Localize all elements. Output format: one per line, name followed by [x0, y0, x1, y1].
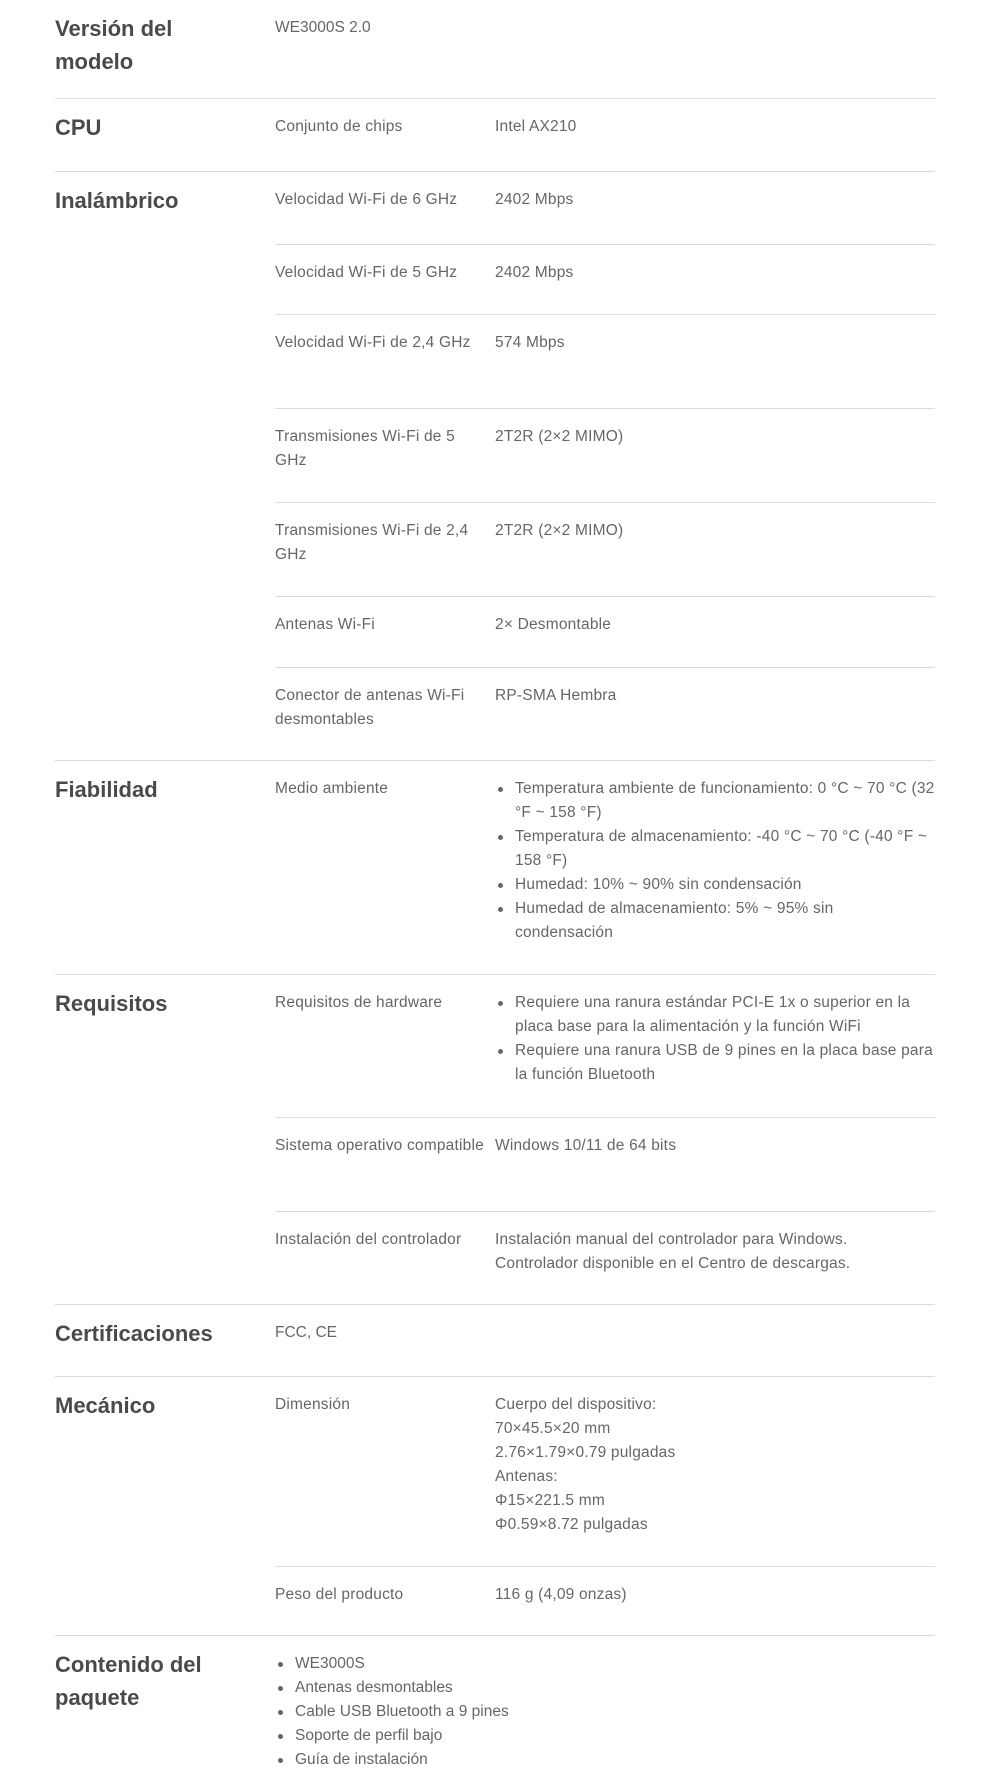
spec-label: Sistema operativo compatible	[275, 1137, 484, 1154]
spec-value: 2T2R (2×2 MIMO)	[495, 522, 624, 539]
spec-label: Peso del producto	[275, 1586, 404, 1603]
section-title: Mecánico	[55, 1393, 156, 1418]
spec-value	[495, 1228, 935, 1276]
spec-value	[495, 1393, 935, 1537]
spec-label: Velocidad Wi-Fi de 6 GHz	[275, 191, 458, 208]
section-model-version	[55, 0, 935, 98]
section-reliability	[55, 760, 935, 975]
list-item: Requiere una ranura estándar PCI-E 1x o superior en la placa base para la alimentación y la función WiFi	[495, 991, 935, 1039]
spec-value: 574 Mbps	[495, 334, 565, 351]
spec-row	[275, 0, 935, 98]
spec-value: 116 g (4,09 onzas)	[495, 1586, 627, 1603]
dimension-line: Antenas:	[495, 1468, 558, 1485]
spec-row	[275, 1566, 935, 1637]
spec-label: Transmisiones Wi-Fi de 5 GHz	[275, 428, 455, 469]
spec-label: Antenas Wi-Fi	[275, 616, 375, 633]
spec-value	[495, 777, 935, 945]
section-title: Certificaciones	[55, 1321, 213, 1346]
spec-label: Transmisiones Wi-Fi de 2,4 GHz	[275, 522, 469, 563]
section-title: Inalámbrico	[55, 188, 179, 213]
spec-label: Conector de antenas Wi-Fi desmontables	[275, 687, 465, 728]
dimension-line: 2.76×1.79×0.79 pulgadas	[495, 1444, 676, 1461]
spec-value: 2402 Mbps	[495, 264, 574, 281]
driver-line: Instalación manual del controlador para Windows.	[495, 1231, 848, 1248]
spec-label: Velocidad Wi-Fi de 5 GHz	[275, 264, 458, 281]
spec-value: 2402 Mbps	[495, 191, 574, 208]
list-item: Humedad: 10% ~ 90% sin condensación	[495, 873, 935, 897]
spec-label: Requisitos de hardware	[275, 994, 443, 1011]
driver-line: Controlador disponible en el Centro de descargas.	[495, 1255, 851, 1272]
spec-label: Instalación del controlador	[275, 1231, 462, 1248]
list-item: Temperatura de almacenamiento: -40 °C ~ 70 °C (-40 °F ~ 158 °F)	[495, 825, 935, 873]
list-item: Soporte de perfil bajo	[275, 1724, 509, 1748]
section-certifications	[55, 1304, 935, 1377]
spec-row	[275, 244, 935, 315]
list-item: Antenas desmontables	[275, 1676, 509, 1700]
dimension-line: 70×45.5×20 mm	[495, 1420, 611, 1437]
spec-value: 2T2R (2×2 MIMO)	[495, 428, 624, 445]
section-mechanical	[55, 1376, 935, 1636]
dimension-line: Φ0.59×8.72 pulgadas	[495, 1516, 648, 1533]
spec-value: 2× Desmontable	[495, 616, 612, 633]
section-package-contents	[55, 1635, 935, 1788]
list-item: Humedad de almacenamiento: 5% ~ 95% sin condensación	[495, 897, 935, 945]
list-item: WE3000S	[275, 1652, 509, 1676]
spec-row	[275, 1305, 935, 1377]
section-title: Versión del modelo	[55, 16, 173, 74]
spec-row	[275, 667, 935, 762]
spec-label: Conjunto de chips	[275, 118, 403, 135]
spec-value	[495, 991, 935, 1087]
spec-value: Windows 10/11 de 64 bits	[495, 1137, 677, 1154]
spec-row	[275, 408, 935, 503]
certifications-value: FCC, CE	[275, 1324, 337, 1341]
section-title: Fiabilidad	[55, 777, 158, 802]
dimension-line: Cuerpo del dispositivo:	[495, 1396, 657, 1413]
section-title: Contenido del paquete	[55, 1652, 202, 1710]
list-item: Cable USB Bluetooth a 9 pines	[275, 1700, 509, 1724]
hardware-list	[495, 991, 935, 1087]
list-item: Temperatura ambiente de funcionamiento: 0 °C ~ 70 °C (32 °F ~ 158 °F)	[495, 777, 935, 825]
section-requirements	[55, 974, 935, 1305]
spec-label: Dimensión	[275, 1396, 351, 1413]
spec-row	[275, 975, 935, 1117]
list-item: Requiere una ranura USB de 9 pines en la placa base para la función Bluetooth	[495, 1039, 935, 1087]
package-contents-value	[275, 1652, 509, 1772]
spec-label: Medio ambiente	[275, 780, 389, 797]
spec-value: RP-SMA Hembra	[495, 687, 617, 704]
section-title: CPU	[55, 115, 102, 140]
model-version-value: WE3000S 2.0	[275, 19, 371, 36]
spec-row	[275, 1117, 935, 1212]
package-list	[275, 1652, 509, 1772]
spec-row	[275, 314, 935, 409]
section-wireless	[55, 171, 935, 761]
spec-row	[275, 99, 935, 172]
environment-list	[495, 777, 935, 945]
section-title: Requisitos	[55, 991, 168, 1016]
spec-row	[275, 596, 935, 668]
spec-row	[275, 1211, 935, 1306]
list-item: Guía de instalación	[275, 1748, 509, 1772]
spec-row	[275, 502, 935, 597]
spec-label: Velocidad Wi-Fi de 2,4 GHz	[275, 334, 471, 351]
spec-value: Intel AX210	[495, 118, 577, 135]
spec-row	[275, 761, 935, 975]
spec-row	[275, 172, 935, 244]
spec-row	[275, 1636, 935, 1788]
spec-row	[275, 1377, 935, 1566]
dimension-line: Φ15×221.5 mm	[495, 1492, 605, 1509]
section-cpu	[55, 98, 935, 172]
